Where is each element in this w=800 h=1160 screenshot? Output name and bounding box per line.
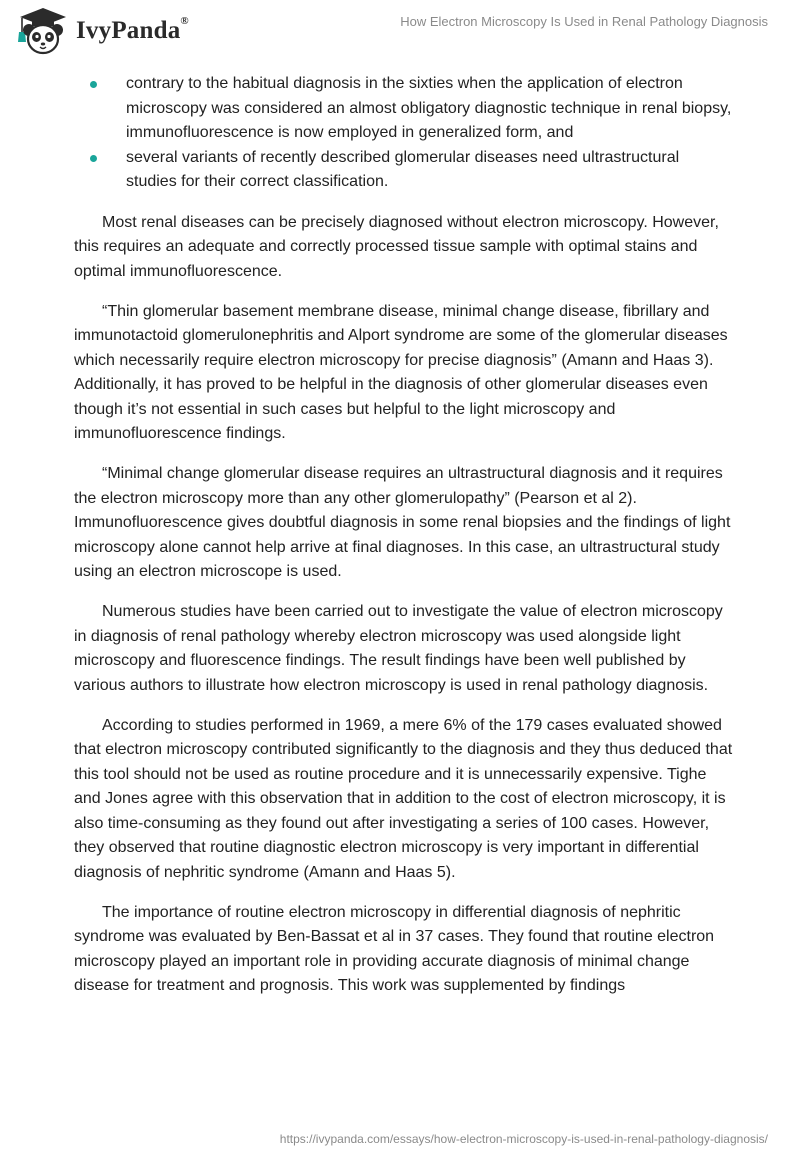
paragraph: According to studies performed in 1969, a mere 6% of the 179 cases evaluated showed that electron microscopy contributed significantly to the diagnosis and they thus deduced that this tool should not be used as routine procedure and it is unnecessarily expensive. Tighe and Jones agree with this observation that in addition to the cost of electron microscopy, it is also time-consuming as they found out after investigating a series of 100 cases. However, they observed that routine diagnostic electron microscopy is very important in differential diagnosis of nephritic syndrome (Amann and Haas 5).: [74, 716, 733, 881]
list-item: [74, 146, 734, 195]
essay-body: [74, 72, 734, 999]
paragraph: Most renal diseases can be precisely diagnosed without electron microscopy. However, this requires an adequate and correctly processed tissue sample with optimal stains and optimal immunofluorescence.: [74, 213, 719, 280]
paragraph: “Minimal change glomerular disease requires an ultrastructural diagnosis and it requires the electron microscopy more than any other glomerulopathy” (Pearson et al 2). Immunofluorescence gives doubtful diagnosis in some renal biopsies and the findings of light microscopy alone cannot help arrive at final diagnoses. In this case, an ultrastructural study using an electron microscope is used.: [74, 465, 731, 580]
bullet-dot-icon: [90, 81, 97, 88]
page-header: [0, 0, 800, 60]
paragraph: “Thin glomerular basement membrane disease, minimal change disease, fibrillary and immunotactoid glomerulonephritis and Alport syndrome are some of the glomerular diseases which necessarily require electron microscopy for precise diagnosis” (Amann and Haas 3). Additionally, it has proved to be helpful in the diagnosis of other glomerular diseases even though it’s not essential in such cases but helpful to the light microscopy and immunofluorescence findings.: [74, 302, 728, 442]
panda-graduate-icon: [14, 6, 72, 56]
source-url[interactable]: https://ivypanda.com/essays/how-electron-microscopy-is-used-in-renal-pathology-diagnosis/: [279, 1132, 768, 1146]
paragraph: The importance of routine electron microscopy in differential diagnosis of nephritic syndrome was evaluated by Ben-Bassat et al in 37 cases. They found that routine electron microscopy played an important role in providing accurate diagnosis of minimal change disease for treatment and prognosis. This work was supplemented by findings: [74, 903, 715, 994]
ivypanda-logo[interactable]: [14, 6, 189, 56]
bullet-dot-icon: [90, 155, 97, 162]
list-item: [74, 72, 734, 146]
document-title: How Electron Microscopy Is Used in Renal Pathology Diagnosis: [400, 14, 768, 29]
logo-wordmark: IvyPanda®: [76, 15, 189, 44]
bullet-text: contrary to the habitual diagnosis in the sixties when the application of electron microscopy was considered an almost obligatory diagnostic technique in renal biopsy, immunofluorescence is now employed in generalized form, and: [126, 75, 732, 141]
bullet-list: [74, 72, 734, 195]
paragraph: Numerous studies have been carried out to investigate the value of electron microscopy in diagnosis of renal pathology whereby electron microscopy was used alongside light microscopy and fluorescence findings. The result findings have been well published by various authors to illustrate how electron microscopy is used in renal pathology diagnosis.: [74, 603, 723, 694]
bullet-text: several variants of recently described glomerular diseases need ultrastructural studies for their correct classification.: [126, 148, 680, 190]
